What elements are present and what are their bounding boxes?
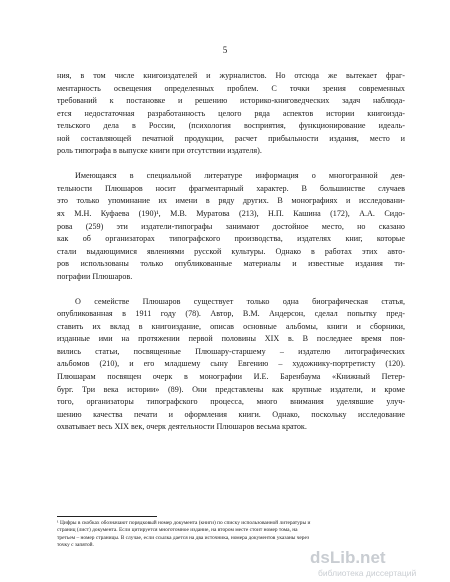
footnote — [57, 520, 405, 550]
page-number: 5 — [222, 45, 228, 55]
watermark[interactable] — [310, 548, 448, 580]
text-line: ния, в том числе книгоиздателей и журналистов. Но отсюда же вытекает фраг- — [57, 71, 405, 80]
text-line: стали выдающимися явлениями русской культуры. Однако в работах этих авто- — [57, 246, 405, 256]
text-line: как об организаторах типографского производства, издателях книг, которые — [57, 234, 405, 244]
watermark-logo: dsLib.net — [310, 548, 386, 567]
text-line: тельского дела в России, (психология восприятия, функционирование идеаль- — [57, 121, 405, 131]
text-line: изданные ими на протяжении первой половины XIX в. В последнее время поя- — [57, 334, 405, 344]
text-line: ется недостаточная разработанность целого ряда аспектов истории книгоизда- — [57, 108, 405, 118]
paragraph-1 — [57, 70, 405, 158]
text-line: ментарность освещения определенных проблем. С точки зрения современных — [57, 83, 405, 93]
text-line: ях М.Н. Куфаева (190)¹, М.В. Муратова (213), Н.П. Кашина (172), А.А. Сидо- — [57, 208, 405, 218]
text-line: Имеющаяся в специальной литературе информация о многогранной дея- — [75, 171, 405, 181]
text-line: ров использованы только опубликованные материалы и известные издания ти- — [57, 259, 405, 269]
footnote-divider — [57, 516, 157, 517]
text-line: требований к постановке и решению историко-книговедческих задач наблюда- — [57, 96, 405, 106]
text-line: ставить их вклад в книгоиздание, описав основные альбомы, книги и сборники, — [57, 321, 405, 331]
text-line: шению качества печати и оформления книги. Однако, поскольку исследование — [57, 409, 405, 419]
footnote-line: точку с запятой. — [57, 542, 94, 549]
text-line: того, организаторы типографского процесса, много внимания уделявшие улуч- — [57, 397, 405, 407]
footnote-line: третьем – номер страницы. В случае, если ссылка дается на два источника, номера документов указаны через — [57, 534, 310, 541]
paragraph-2 — [57, 170, 405, 283]
text-line: опубликованная в 1911 году (78). Автор, В.М. Андерсон, сделал попытку пред- — [57, 309, 405, 319]
watermark-subtitle: библиотека диссертаций — [318, 568, 417, 578]
text-line: рова (259) эти издатели-типографы занимают достойное место, но сказано — [57, 221, 405, 231]
text-line: тельности Плюшаров носит фрагментарный характер. В большинстве случаев — [57, 183, 405, 193]
paragraph-3 — [57, 296, 405, 434]
text-line: Плюшарам посвящен очерк в монографии И.Е. Баренбаума «Книжный Петер- — [57, 372, 405, 382]
text-line: бург. Три века истории» (89). Они представлены как крупные издатели, и кроме — [57, 384, 405, 394]
text-line: это только упоминание их имени в ряду других. В монографиях и исследовани- — [57, 196, 405, 206]
text-line: вились статьи, посвященные Плюшару-старшему – издателю литографических — [57, 346, 405, 356]
text-line: роль типографа в выпуске книги при отсутствии издателя). — [57, 146, 262, 156]
text-line: О семействе Плюшаров существует только одна биографическая статья, — [75, 296, 405, 306]
text-line: альбомов (210), и его младшему сыну Евгению – художнику-портретисту (120). — [57, 359, 405, 369]
text-line: пографии Плюшаров. — [57, 271, 133, 281]
text-line: охватывает весь XIX век, очерк деятельности Плюшаров весьма краток. — [57, 422, 307, 432]
text-line: ной составляющей печатной продукции, расчет прибыльности издания, место и — [57, 133, 405, 143]
body-text — [57, 70, 405, 446]
footnote-line: ¹ Цифры в скобках обозначают порядковый номер документа (книги) по списку использованной литературы и — [57, 520, 311, 526]
footnote-line: страниц (лист) документа. Если цитируется многотомное издание, на втором месте стоит номер тома, на — [57, 527, 298, 534]
